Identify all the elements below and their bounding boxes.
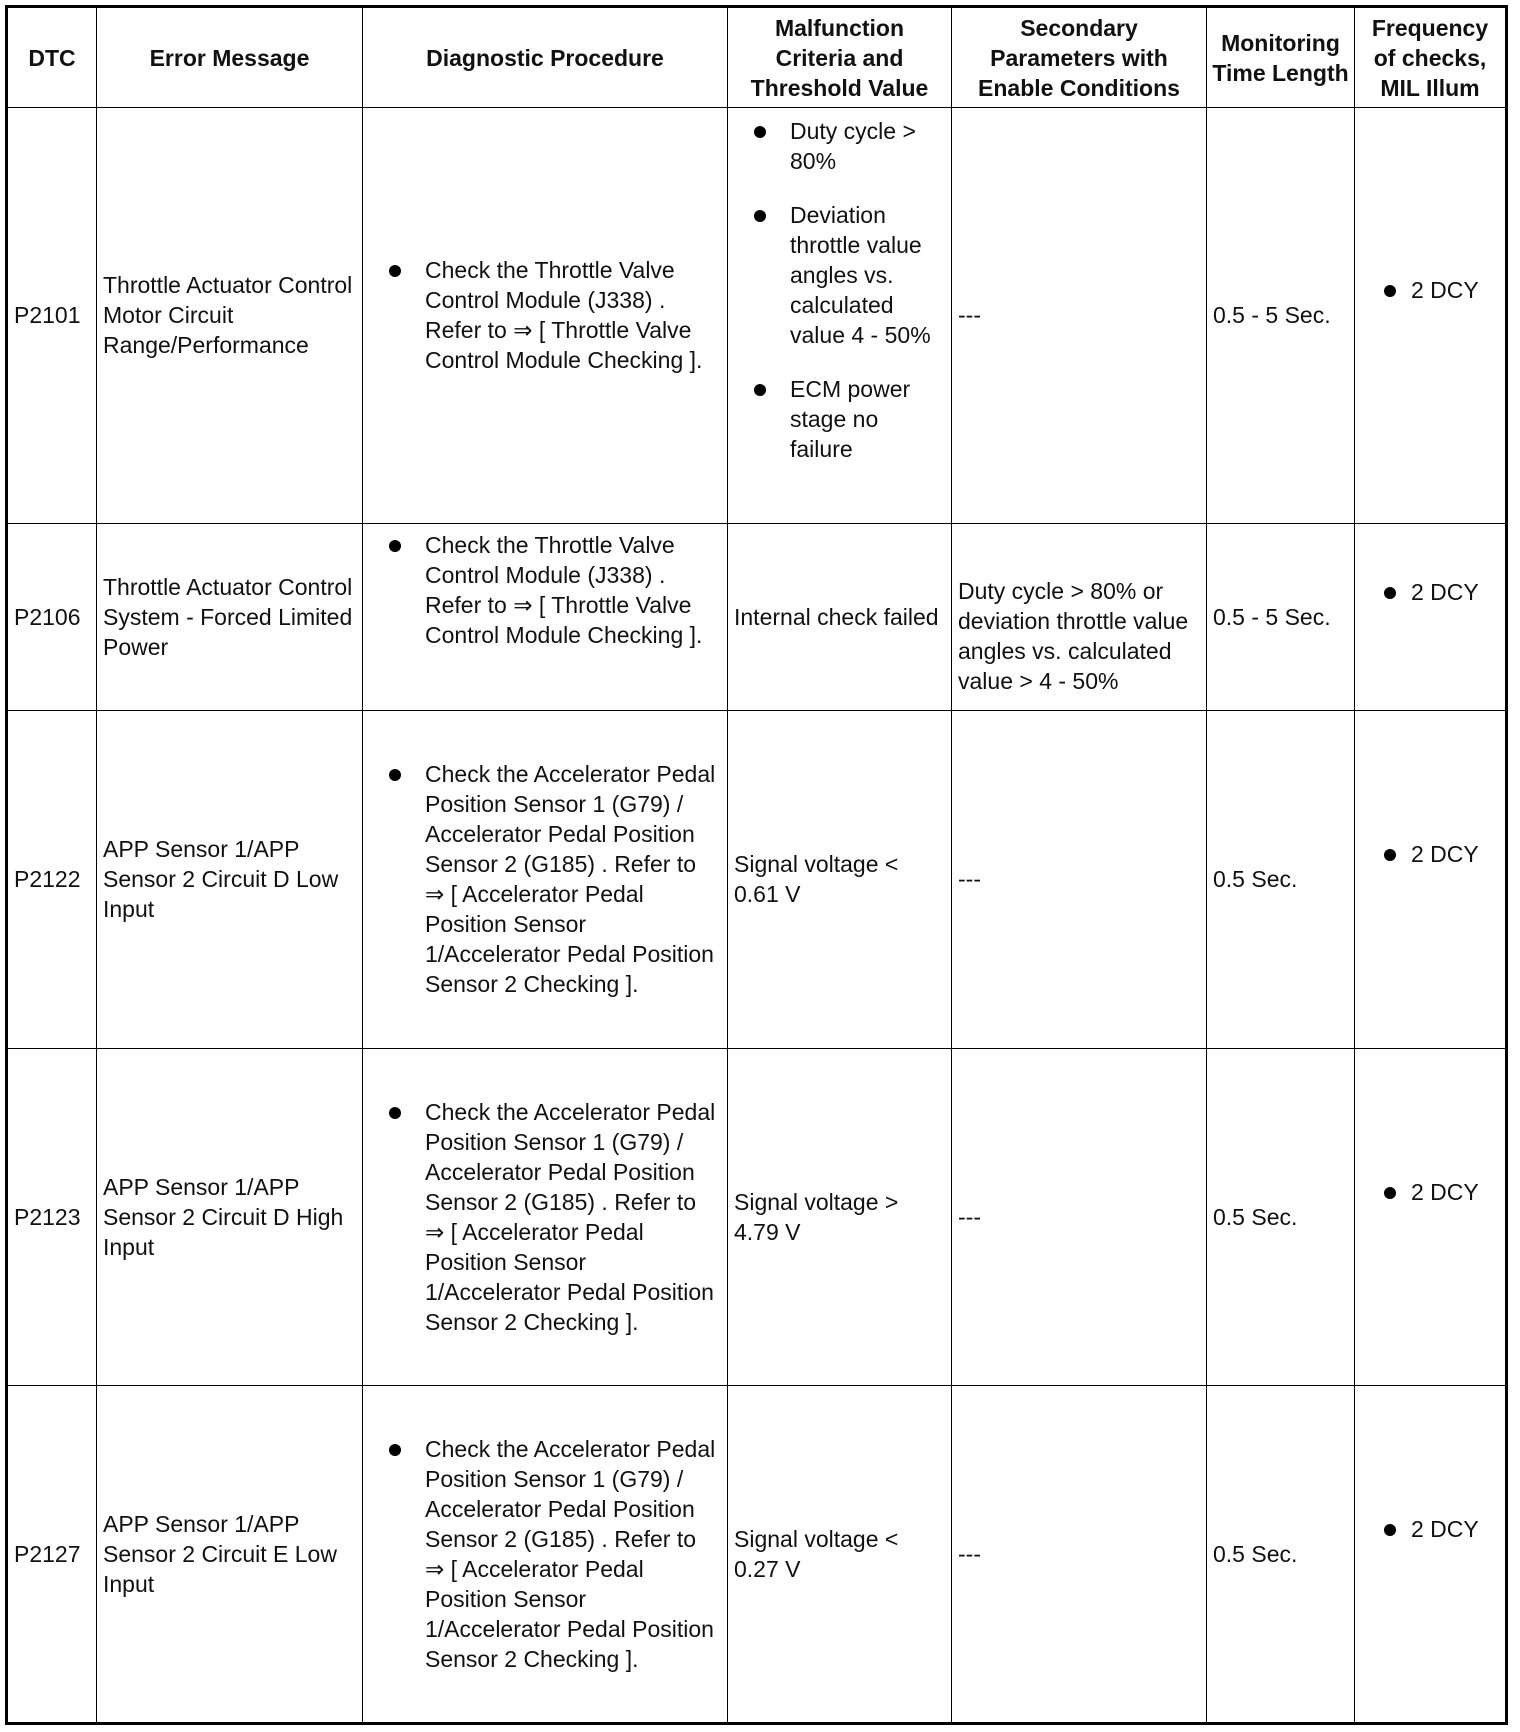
frequency-list [1361, 1177, 1499, 1207]
table-row [7, 711, 1507, 1049]
frequency-item: 2 DCY [1361, 839, 1499, 869]
frequency-list [1361, 275, 1499, 305]
monitoring-time: 0.5 - 5 Sec. [1207, 108, 1355, 524]
dtc-code: P2123 [7, 1048, 97, 1386]
error-message: APP Sensor 1/APP Sensor 2 Circuit E Low Input [97, 1386, 363, 1724]
procedure-item: Check the Throttle Valve Control Module (J338) . Refer to ⇒ [ Throttle Valve Control Module Checking ]. [369, 255, 721, 375]
malfunction-criteria [728, 108, 952, 524]
table-row [7, 1048, 1507, 1386]
diagnostic-procedure [363, 711, 728, 1049]
frequency-item: 2 DCY [1361, 1514, 1499, 1544]
secondary-parameters: --- [952, 711, 1207, 1049]
procedure-item: Check the Accelerator Pedal Position Sensor 1 (G79) / Accelerator Pedal Position Sensor 2 (G185) . Refer to ⇒ [ Accelerator Pedal Position Sensor 1/Accelerator Pedal Position Sensor 2 Checking ]. [369, 1434, 721, 1674]
secondary-parameters: --- [952, 1048, 1207, 1386]
procedure-list [369, 255, 721, 375]
criteria-item: ECM power stage no failure [734, 374, 945, 464]
frequency [1355, 711, 1507, 1049]
procedure-item: Check the Accelerator Pedal Position Sensor 1 (G79) / Accelerator Pedal Position Sensor 2 (G185) . Refer to ⇒ [ Accelerator Pedal Position Sensor 1/Accelerator Pedal Position Sensor 2 Checking ]. [369, 1097, 721, 1337]
malfunction-criteria: Internal check failed [728, 523, 952, 710]
procedure-list [369, 759, 721, 999]
dtc-code: P2122 [7, 711, 97, 1049]
table-row [7, 523, 1507, 710]
table-body [7, 108, 1507, 1724]
table-header [7, 7, 1507, 108]
dtc-code: P2127 [7, 1386, 97, 1724]
header-dtc: DTC [7, 7, 97, 108]
dtc-code: P2101 [7, 108, 97, 524]
secondary-parameters: --- [952, 108, 1207, 524]
procedure-list [369, 530, 721, 650]
header-monitoring-time: Monitoring Time Length [1207, 7, 1355, 108]
procedure-list [369, 1434, 721, 1674]
malfunction-criteria: Signal voltage < 0.27 V [728, 1386, 952, 1724]
frequency-list [1361, 1514, 1499, 1544]
diagnostic-procedure [363, 523, 728, 710]
frequency [1355, 1048, 1507, 1386]
diagnostic-procedure [363, 1386, 728, 1724]
monitoring-time: 0.5 Sec. [1207, 1048, 1355, 1386]
malfunction-criteria: Signal voltage > 4.79 V [728, 1048, 952, 1386]
criteria-item: Deviation throttle value angles vs. calculated value 4 - 50% [734, 200, 945, 350]
frequency [1355, 108, 1507, 524]
dtc-code: P2106 [7, 523, 97, 710]
error-message: APP Sensor 1/APP Sensor 2 Circuit D Low Input [97, 711, 363, 1049]
frequency [1355, 1386, 1507, 1724]
frequency-item: 2 DCY [1361, 1177, 1499, 1207]
monitoring-time: 0.5 Sec. [1207, 1386, 1355, 1724]
error-message: Throttle Actuator Control Motor Circuit Range/Performance [97, 108, 363, 524]
header-error-message: Error Message [97, 7, 363, 108]
error-message: Throttle Actuator Control System - Forced Limited Power [97, 523, 363, 710]
header-secondary-parameters: Secondary Parameters with Enable Conditions [952, 7, 1207, 108]
header-frequency: Frequency of checks, MIL Illum [1355, 7, 1507, 108]
procedure-item: Check the Throttle Valve Control Module (J338) . Refer to ⇒ [ Throttle Valve Control Module Checking ]. [369, 530, 721, 650]
monitoring-time: 0.5 - 5 Sec. [1207, 523, 1355, 710]
frequency [1355, 523, 1507, 710]
frequency-list [1361, 839, 1499, 869]
header-diagnostic-procedure: Diagnostic Procedure [363, 7, 728, 108]
frequency-item: 2 DCY [1361, 577, 1499, 607]
dtc-table [5, 5, 1508, 1725]
monitoring-time: 0.5 Sec. [1207, 711, 1355, 1049]
criteria-item: Duty cycle > 80% [734, 116, 945, 176]
diagnostic-procedure [363, 108, 728, 524]
diagnostic-procedure [363, 1048, 728, 1386]
criteria-list [734, 116, 945, 464]
malfunction-criteria: Signal voltage < 0.61 V [728, 711, 952, 1049]
secondary-parameters: Duty cycle > 80% or deviation throttle value angles vs. calculated value > 4 - 50% [952, 523, 1207, 710]
header-malfunction-criteria: Malfunction Criteria and Threshold Value [728, 7, 952, 108]
table-row [7, 1386, 1507, 1724]
header-row [7, 7, 1507, 108]
table-row [7, 108, 1507, 524]
procedure-item: Check the Accelerator Pedal Position Sensor 1 (G79) / Accelerator Pedal Position Sensor 2 (G185) . Refer to ⇒ [ Accelerator Pedal Position Sensor 1/Accelerator Pedal Position Sensor 2 Checking ]. [369, 759, 721, 999]
secondary-parameters: --- [952, 1386, 1207, 1724]
frequency-item: 2 DCY [1361, 275, 1499, 305]
procedure-list [369, 1097, 721, 1337]
error-message: APP Sensor 1/APP Sensor 2 Circuit D High Input [97, 1048, 363, 1386]
frequency-list [1361, 577, 1499, 607]
